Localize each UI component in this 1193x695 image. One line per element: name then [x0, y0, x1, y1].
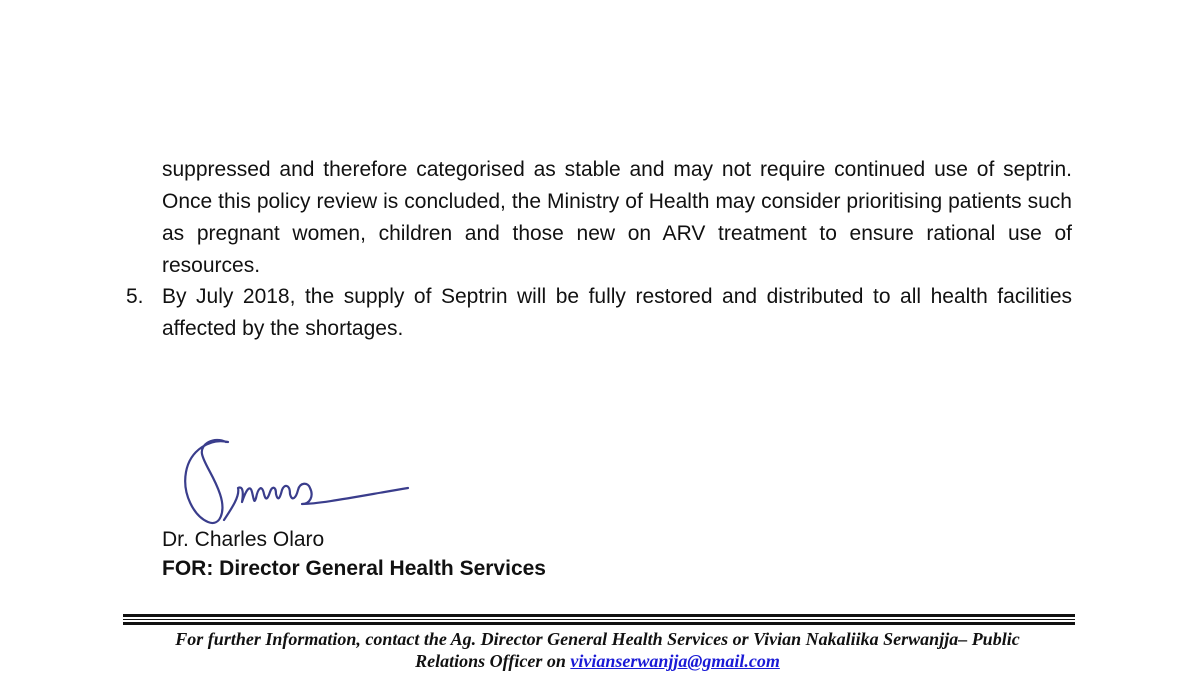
signature-script-stroke — [224, 484, 408, 520]
contact-footer — [110, 628, 1085, 672]
signature-loop-stroke — [185, 440, 228, 523]
footer-line-2-prefix: Relations Officer on — [415, 651, 571, 671]
list-item-text: By July 2018, the supply of Septrin will be fully restored and distributed to all health facilities affected by the shortages. — [162, 285, 1072, 340]
handwritten-signature — [180, 432, 420, 527]
footer-divider-middle — [123, 619, 1075, 620]
footer-divider-top — [123, 614, 1075, 617]
footer-divider-bottom — [123, 622, 1075, 625]
footer-line-1: For further Information, contact the Ag. Director General Health Services or Vivian Nakaliika Serwanjja– Public — [175, 629, 1020, 649]
signer-name: Dr. Charles Olaro — [162, 528, 325, 551]
contact-email-link[interactable]: vivianserwanjja@gmail.com — [570, 651, 780, 671]
signer-role: FOR: Director General Health Services — [162, 557, 546, 580]
footer-line-2 — [110, 650, 1085, 672]
policy-review-paragraph: suppressed and therefore categorised as stable and may not require continued use of septrin. Once this policy review is concluded, the Ministry of Health may consider prioritising patients such as pregnant women, children and those new on ARV treatment to ensure rational use of resources. — [162, 158, 1072, 277]
list-item-number: 5. — [126, 285, 144, 308]
